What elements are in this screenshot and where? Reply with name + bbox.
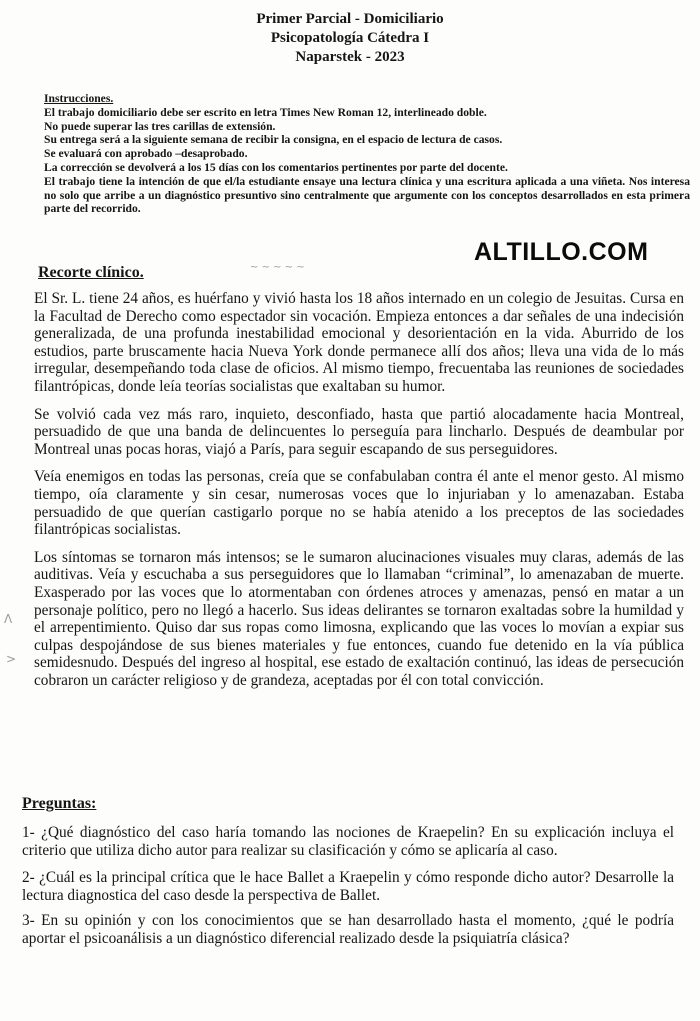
exam-header [0,10,700,67]
questions-section-title: Preguntas: [22,795,97,812]
instructions-title: Instrucciones. [44,92,114,105]
question-item: 3- En su opinión y con los conocimientos que se han desarrollado hasta el momento, ¿qué le podría aportar el psicoanálisis a un diagnóstico diferencial realizado desde la psiquiatría clásica? [22,912,674,947]
case-paragraph: Los síntomas se tornaron más intensos; se le sumaron alucinaciones visuales muy claras, además de las auditivas. Veía y escuchaba a sus perseguidores que lo llamaban “criminal”, lo amenazaban de muerte. Exasperado por las voces que lo atormentaban con órdenes atroces y amenazas, pensó en matar a un personaje político, pero no llegó a hacerlo. Sus ideas delirantes se tornaron exaltadas sobre la humildad y el arrepentimiento. Quiso dar sus ropas como limosna, explicando que las voces lo movían a expiar sus culpas despojándose de sus bienes materiales y fue entonces, cuando fue detenido en la vía pública semidesnudo. Después del ingreso al hospital, ese estado de exaltación continuó, las ideas de persecución cobraron un carácter religioso y de grandeza, aceptadas por él con total convicción. [34,548,684,689]
margin-mark: > [6,652,17,666]
instruction-line: El trabajo tiene la intención de que el/la estudiante ensaye una lectura clínica y una escritura aplicada a una viñeta. Nos interesa no solo que arribe a un diagnóstico presuntivo sino centralmente que argumente con los conceptos desarrollados en esta primera parte del recorrido. [44,174,690,216]
margin-mark: Λ [4,612,13,626]
exam-title: Primer Parcial - Domiciliario [256,11,444,27]
question-item: 1- ¿Qué diagnóstico del caso haría tomando las nociones de Kraepelin? En su explicación incluya el criterio que utiliza dicho autor para realizar su clasificación y cómo se aplicaría al caso. [22,824,674,859]
watermark-logo: ALTILLO.COM [474,238,649,266]
handwritten-scribble: ~ ~ ~ ~ ~ [250,262,305,273]
instruction-line: No puede superar las tres carillas de extensión. [44,119,276,133]
case-paragraph: Se volvió cada vez más raro, inquieto, desconfiado, hasta que partió alocadamente hacia Montreal, persuadido de que una banda de delincuentes lo perseguía para lincharlo. Después de deambular por Montreal unas pocas horas, viajó a París, para seguir escapando de sus perseguidores. [34,405,684,458]
questions-list [22,824,674,948]
case-paragraph: Veía enemigos en todas las personas, creía que se confabulaban contra él ante el menor gesto. Al mismo tiempo, oía claramente y sin cesar, numerosas voces que lo injuriaban y lo amenazaban. Estaba persuadido de que querían castigarlo porque no se había atenido a los preceptos de las sociedades filantrópicas socialistas. [34,468,684,539]
case-paragraph: El Sr. L. tiene 24 años, es huérfano y vivió hasta los 18 años internado en un colegio de Jesuitas. Cursa en la Facultad de Derecho como espectador sin vocación. Empieza entonces a dar señales de una indecisión generalizada, de una profunda inestabilidad emocional y desorientación en la vida. Aburrido de los estudios, parte bruscamente hacia Nueva York donde permanece allí dos años; lleva una vida de lo más irregular, desempeñando toda clase de oficios. Al mismo tiempo, frecuentaba las reuniones de sociedades filantrópicas, donde leía teorías socialistas que exaltaban su humor. [34,290,684,395]
course-name: Psicopatología Cátedra I [270,30,430,46]
instruction-line: La corrección se devolverá a los 15 días con los comentarios pertinentes por parte del docente. [44,160,508,174]
case-text [34,290,684,699]
instruction-line: Se evaluará con aprobado –desaprobado. [44,147,248,161]
instructions-block [44,92,690,216]
case-section-title: Recorte clínico. [38,264,144,281]
instruction-line: Su entrega será a la siguiente semana de recibir la consigna, en el espacio de lectura de casos. [44,133,503,147]
professor-year: Naparstek - 2023 [295,49,405,65]
question-item: 2- ¿Cuál es la principal crítica que le hace Ballet a Kraepelin y cómo responde dicho autor? Desarrolle la lectura diagnostica del caso desde la perspectiva de Ballet. [22,869,674,904]
instruction-line: El trabajo domiciliario debe ser escrito en letra Times New Roman 12, interlineado doble. [44,105,487,119]
